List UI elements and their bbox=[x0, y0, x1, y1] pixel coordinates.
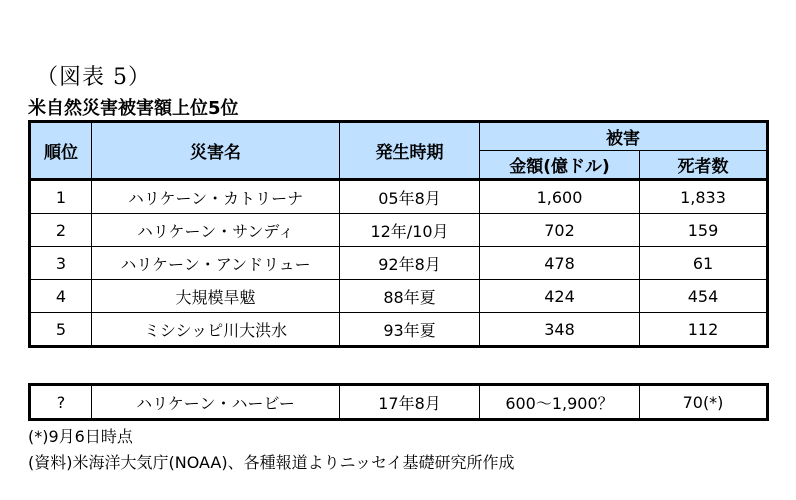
table-title: 米自然災害被害額上位5位 bbox=[28, 98, 239, 119]
cell-rank: 1 bbox=[30, 180, 92, 214]
cell-amount: 478 bbox=[480, 247, 640, 280]
header-damage: 被害 bbox=[480, 122, 768, 151]
cell-deaths: 454 bbox=[640, 280, 768, 313]
cell-disaster-name: ハリケーン・カトリーナ bbox=[92, 180, 340, 214]
cell-period: 17年8月 bbox=[340, 385, 480, 420]
cell-period: 93年夏 bbox=[340, 313, 480, 347]
table-row bbox=[30, 313, 768, 347]
harvey-table bbox=[28, 383, 769, 421]
cell-disaster-name: ハリケーン・アンドリュー bbox=[92, 247, 340, 280]
table-row bbox=[30, 385, 768, 420]
cell-amount: 702 bbox=[480, 214, 640, 247]
cell-disaster-name: 大規模旱魃 bbox=[92, 280, 340, 313]
header-disaster-name: 災害名 bbox=[92, 122, 340, 180]
cell-rank: 3 bbox=[30, 247, 92, 280]
cell-disaster-name: ハリケーン・ハービー bbox=[92, 385, 340, 420]
disaster-ranking-table bbox=[28, 120, 769, 348]
cell-period: 12年/10月 bbox=[340, 214, 480, 247]
table-row bbox=[30, 214, 768, 247]
cell-amount: 424 bbox=[480, 280, 640, 313]
cell-rank: ? bbox=[30, 385, 92, 420]
cell-rank: 2 bbox=[30, 214, 92, 247]
header-deaths: 死者数 bbox=[640, 151, 768, 180]
table-row bbox=[30, 280, 768, 313]
cell-disaster-name: ミシシッピ川大洪水 bbox=[92, 313, 340, 347]
cell-disaster-name: ハリケーン・サンディ bbox=[92, 214, 340, 247]
asterisk-note: (*)9月6日時点 bbox=[28, 427, 133, 446]
source-note: (資料)米海洋大気庁(NOAA)、各種報道よりニッセイ基礎研究所作成 bbox=[28, 453, 515, 472]
table-row bbox=[30, 247, 768, 280]
cell-deaths: 70(*) bbox=[640, 385, 768, 420]
cell-amount: 600～1,900？ bbox=[480, 385, 640, 420]
cell-rank: 5 bbox=[30, 313, 92, 347]
cell-deaths: 112 bbox=[640, 313, 768, 347]
table-row bbox=[30, 180, 768, 214]
cell-amount: 1,600 bbox=[480, 180, 640, 214]
cell-period: 88年夏 bbox=[340, 280, 480, 313]
header-period: 発生時期 bbox=[340, 122, 480, 180]
cell-rank: 4 bbox=[30, 280, 92, 313]
cell-deaths: 1,833 bbox=[640, 180, 768, 214]
cell-period: 92年8月 bbox=[340, 247, 480, 280]
cell-amount: 348 bbox=[480, 313, 640, 347]
figure-label: （図表 5） bbox=[36, 65, 151, 90]
header-amount: 金額(億ドル) bbox=[480, 151, 640, 180]
cell-deaths: 159 bbox=[640, 214, 768, 247]
cell-period: 05年8月 bbox=[340, 180, 480, 214]
header-rank: 順位 bbox=[30, 122, 92, 180]
cell-deaths: 61 bbox=[640, 247, 768, 280]
